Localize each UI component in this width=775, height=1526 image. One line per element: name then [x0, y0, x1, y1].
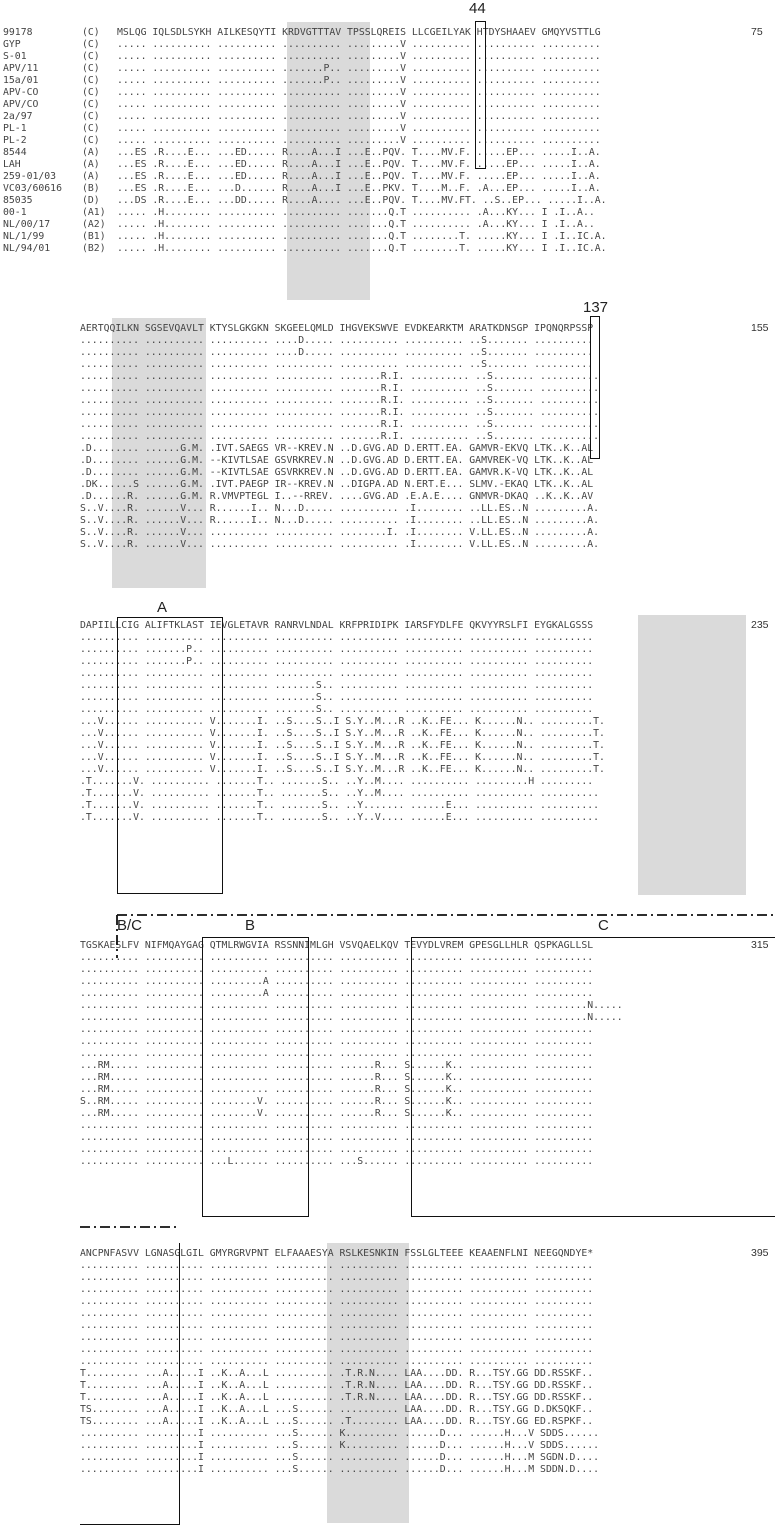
sequence-row: .......... .......... .......... .......... .......... .......... .......... .......... — [80, 1024, 594, 1035]
subgroup-label: (B1) — [82, 231, 106, 242]
sequence-row: T......... ...A.....I ..K..A...L .......... .T.R.N.... LAA....DD. R...TSY.GG DD.RSSKF.. — [80, 1380, 594, 1391]
sequence-row: .......... .......... .......... .......... .......... .......... .......... .........N..... — [80, 1000, 623, 1011]
sequence-row: .......... .......... .......... .......... .......R.I. .......... ..S....... .......... — [80, 383, 600, 394]
sequence-row: .......... .......... .......... .......... .......... .......... .......... .......... — [80, 1144, 594, 1155]
sequence-row: ...ES .R....E... ...D...... R....A...I ...E..PKV. T....M..F. .A...EP... .....I..A. — [117, 183, 601, 194]
isolate-name: PL-2 — [3, 135, 27, 146]
region-a-label: A — [157, 599, 168, 616]
sequence-row: .......... .........I .......... ...S...... K......... ......D... ......H...V SDDS...... — [80, 1440, 600, 1451]
block-end-position: 315 — [751, 939, 769, 951]
isolate-name: 15a/01 — [3, 75, 39, 86]
sequence-row: .......... .......... .......... .......... .......... .......... .......... .......... — [80, 1036, 594, 1047]
sequence-row: TS........ ...A.....I ..K..A...L ...S...... .......... LAA....DD. R...TSY.GG D.DKSQKF.. — [80, 1404, 594, 1415]
subgroup-label: (A) — [82, 171, 100, 182]
sequence-row: .......... .......... .......... .......... .......... .......... .......... .......... — [80, 1132, 594, 1143]
sequence-row: AERTQQILKN SGSEVQAVLT KTYSLGKGKN SKGEELQMLD IHGVEKSWVE EVDKEARKTM ARATKDNSGP IPQNQRPSSP — [80, 323, 594, 334]
sequence-row: .......... .......... .......... .......... .......... .......... .......... .......... — [80, 1048, 594, 1059]
sequence-row: .......... .......... .......... .......... .......R.I. .......... ..S....... .......... — [80, 395, 600, 406]
sequence-row: .......... .......... .......... ....D..... .......... .......... ..S....... .......... — [80, 347, 594, 358]
subgroup-label: (C) — [82, 39, 100, 50]
isolate-name: 259-01/03 — [3, 171, 57, 182]
sequence-row: S..V....R. ......V... R......I.. N...D..... .......... .I........ ..LL.ES..N .........A. — [80, 503, 600, 514]
sequence-row: ..... .H........ .......... .......... .......Q.T ........T. .....KY... I .I..IC.A. — [117, 243, 607, 254]
sequence-row: ..... .......... .......... .......P.. .........V .......... .......... .......... — [117, 63, 601, 74]
isolate-name: S-01 — [3, 51, 27, 62]
isolate-name: 00-1 — [3, 207, 27, 218]
isolate-name: 85035 — [3, 195, 33, 206]
sequence-row: ...DS .R....E... ...DD..... R....A.... ...E..PQV. T....MV.FT. ..S..EP... .....I..A. — [117, 195, 607, 206]
sequence-row: TGSKAESLFV NIFMQAYGAG QTMLRWGVIA RSSNNIMLGH VSVQAELKQV TEVYDLVREM GPESGLLHLR QSPKAGLLSL — [80, 940, 594, 951]
sequence-row: .......... .......... .......... .......... .......R.I. .......... ..S....... .......... — [80, 431, 600, 442]
sequence-row: ..... .H........ .......... .......... .......Q.T ........T. .....KY... I .I..IC.A. — [117, 231, 607, 242]
subgroup-label: (C) — [82, 51, 100, 62]
sequence-row: .......... .......... .......... .......... .......... .......... .......... .......... — [80, 1320, 594, 1331]
sequence-row: MSLQG IQLSDLSYKH AILKESQYTI KRDVGTTTAV TPSSLQREIS LLCGEILYAK HTDYSHAAEV GMQYVSTTLG — [117, 27, 601, 38]
subgroup-label: (A) — [82, 159, 100, 170]
sequence-row: ANCPNFASVV LGNASGLGIL GMYRGRVPNT ELFAAAESYA RSLKESNKIN FSSLGLTEEE KEAAENFLNI NEEGQNDYE* — [80, 1248, 594, 1259]
sequence-row: .......... .......... .......... ....D..... .......... .......... ..S....... .......... — [80, 335, 594, 346]
sequence-row: .......... .......... .......... .......... .......... .......... .......... .......... — [80, 668, 594, 679]
sequence-row: ...ES .R....E... ...ED..... R....A...I ...E..PQV. T....MV.F. .....EP... .....I..A. — [117, 147, 601, 158]
subgroup-label: (C) — [82, 87, 100, 98]
sequence-row: ..... .H........ .......... .......... .......Q.T .......... .A...KY... I .I..A.. — [117, 207, 595, 218]
sequence-row: .......... .......... .......... .......S.. .......... .......... .......... .......... — [80, 692, 594, 703]
isolate-name: NL/94/01 — [3, 243, 51, 254]
sequence-row: T......... ...A.....I ..K..A...L .......... .T.R.N.... LAA....DD. R...TSY.GG DD.RSSKF.. — [80, 1392, 594, 1403]
region-c-label: C — [598, 917, 609, 934]
subgroup-label: (B2) — [82, 243, 106, 254]
sequence-row: .......... .......... .......... .......... .......... .......... .......... .......... — [80, 1284, 594, 1295]
sequence-row: ...V...... .......... V.......I. ..S....S..I S.Y..M...R ..K..FE... K......N.. .........T. — [80, 764, 605, 775]
sequence-row: .......... .......... .......... .......... .......R.I. .......... ..S....... .......... — [80, 407, 600, 418]
sequence-row: .......... .......... ...L...... .......... ...S...... .......... .......... .......... — [80, 1156, 594, 1167]
sequence-row: .......... .......... .......... .......... .......... .......... .......... .........N..... — [80, 1012, 623, 1023]
sequence-row: ...RM..... .......... .......... .......... ......R... S......K.. .......... .......... — [80, 1084, 594, 1095]
sequence-row: TS........ ...A.....I ..K..A...L ...S...... .T........ LAA....DD. R...TSY.GG ED.RSPKF.. — [80, 1416, 594, 1427]
isolate-name: VC03/60616 — [3, 183, 62, 194]
sequence-row: S..V....R. ......V... R......I.. N...D..... .......... .I........ ..LL.ES..N .........A. — [80, 515, 600, 526]
sequence-row: ..... .......... .......... .......... .........V .......... .......... .......... — [117, 135, 601, 146]
sequence-row: .......... .......... .......... .......S.. .......... .......... .......... .......... — [80, 704, 594, 715]
sequence-row: ..... .......... .......... .......... .........V .......... .......... .......... — [117, 99, 601, 110]
sequence-row: ...ES .R....E... ...ED..... R....A...I ...E..PQV. T....MV.F. .....EP... .....I..A. — [117, 159, 601, 170]
sequence-row: .......... .........I .......... ...S...... K......... ......D... ......H...V SDDS...... — [80, 1428, 600, 1439]
sequence-row: .D......R. ......G.M. R.VMVPTEGL I..--RREV. ....GVG.AD .E.A.E.... GNMVR-DKAQ ..K..K..AV — [80, 491, 594, 502]
isolate-name: APV-CO — [3, 87, 39, 98]
position-137-label: 137 — [583, 299, 609, 316]
subgroup-label: (C) — [82, 63, 100, 74]
position-44-label: 44 — [469, 0, 486, 17]
subgroup-label: (C) — [82, 123, 100, 134]
subgroup-label: (C) — [82, 135, 100, 146]
sequence-row: .T.......V. .......... .......T.. .......S.. ..Y..M.... .......... .........H ......... — [80, 776, 594, 787]
isolate-name: APV/11 — [3, 63, 39, 74]
sequence-row: ..... .H........ .......... .......... .......Q.T .......... .A...KY... I .I..A.. — [117, 219, 595, 230]
sequence-row: .D........ ......G.M. .IVT.SAEGS VR--KREV.N ..D.GVG.AD D.ERTT.EA. GAMVR-EKVQ LTK..K..AL — [80, 443, 594, 454]
sequence-row: .T.......V. .......... .......T.. .......S.. ..Y....... ......E... .......... .......... — [80, 800, 600, 811]
sequence-row: .......... .......... .......... .......... .......... .......... .......... .......... — [80, 1296, 594, 1307]
block-end-position: 155 — [751, 322, 769, 334]
sequence-row: .......... .......... .......... .......... .......R.I. .......... ..S....... .......... — [80, 419, 600, 430]
block-end-position: 75 — [751, 26, 763, 38]
sequence-row: ...V...... .......... V.......I. ..S....S..I S.Y..M...R ..K..FE... K......N.. .........T. — [80, 752, 605, 763]
subgroup-label: (A) — [82, 147, 100, 158]
isolate-name: GYP — [3, 39, 21, 50]
subgroup-label: (A2) — [82, 219, 106, 230]
sequence-row: .......... .........I .......... ...S...... .......... ......D... ......H...M SGDN.D.... — [80, 1452, 600, 1463]
sequence-row: .D........ ......G.M. --KIVTLSAE GSVRKREV.N ..D.GVG.AD D.ERTT.EA. GAMVR.K-VQ LTK..K..AL — [80, 467, 594, 478]
sequence-row: S..V....R. ......V... .......... .......... ........I. .I........ V.LL.ES..N .........A. — [80, 527, 600, 538]
sequence-row: .......... .......... .......... .......... .......R.I. .......... ..S....... .......... — [80, 371, 600, 382]
sequence-row: .T.......V. .......... .......T.. .......S.. ..Y..V.... ......E... .......... .......... — [80, 812, 600, 823]
subgroup-label: (B) — [82, 183, 100, 194]
sequence-row: .......... .......... .......... .......... .......... .......... .......... .......... — [80, 632, 594, 643]
region-bc-label: B/C — [117, 917, 143, 934]
sequence-row: .......... .......... .......... .......... .......... .......... .......... .......... — [80, 952, 594, 963]
sequence-row: ...V...... .......... V.......I. ..S....S..I S.Y..M...R ..K..FE... K......N.. .........T. — [80, 740, 605, 751]
sequence-row: .......... .......... .......... .......... .......... .......... ..S....... .......... — [80, 359, 594, 370]
sequence-row: .......... .......P.. .......... .......... .......... .......... .......... .......... — [80, 656, 594, 667]
sequence-row: T......... ...A.....I ..K..A...L .......... .T.R.N.... LAA....DD. R...TSY.GG DD.RSSKF.. — [80, 1368, 594, 1379]
subgroup-label: (C) — [82, 27, 100, 38]
isolate-name: 8544 — [3, 147, 27, 158]
subgroup-label: (C) — [82, 75, 100, 86]
sequence-row: .......... .......... .......... .......... .......... .......... .......... .......... — [80, 1356, 594, 1367]
isolate-name: LAH — [3, 159, 21, 170]
sequence-row: .......... .......... .......... .......... .......... .......... .......... .......... — [80, 964, 594, 975]
sequence-row: .......... .......... .......... .......S.. .......... .......... .......... .......... — [80, 680, 594, 691]
sequence-row: ...V...... .......... V.......I. ..S....S..I S.Y..M...R ..K..FE... K......N.. .........T. — [80, 716, 605, 727]
subgroup-label: (D) — [82, 195, 100, 206]
isolate-name: PL-1 — [3, 123, 27, 134]
region-b-label: B — [245, 917, 256, 934]
sequence-row: .......... .........I .......... ...S...... .......... ......D... ......H...M SDDN.D.... — [80, 1464, 600, 1475]
subgroup-label: (A1) — [82, 207, 106, 218]
sequence-row: .T.......V. .......... .......T.. .......S.. ..Y..M.... .......... .......... .......... — [80, 788, 600, 799]
sequence-row: ...RM..... .......... ........V. .......... ......R... S......K.. .......... .......... — [80, 1108, 594, 1119]
sequence-row: .D........ ......G.M. --KIVTLSAE GSVRKREV.N ..D.GVG.AD D.ERTT.EA. GAMVREK-VQ LTK..K..AL — [80, 455, 594, 466]
isolate-name: NL/00/17 — [3, 219, 51, 230]
sequence-row: ..... .......... .......... .......... .........V .......... .......... .......... — [117, 51, 601, 62]
block-end-position: 395 — [751, 1247, 769, 1259]
block-end-position: 235 — [751, 619, 769, 631]
sequence-row: DAPIILLCIG ALIFTKLAST IEVGLETAVR RANRVLNDAL KRFPRIDIPK IARSFYDLFE QKVYYRSLFI EYGKALGSSS — [80, 620, 594, 631]
sequence-row: .......... .......... .......... .......... .......... .......... .......... .......... — [80, 1260, 594, 1271]
sequence-row: ..... .......... .......... .......... .........V .......... .......... .......... — [117, 123, 601, 134]
sequence-row: .......... .......... .......... .......... .......... .......... .......... .......... — [80, 1308, 594, 1319]
sequence-row: S..RM..... .......... ........V. .......... ......R... S......K.. .......... .......... — [80, 1096, 594, 1107]
sequence-row: ..... .......... .......... .......P.. .........V .......... .......... .......... — [117, 75, 601, 86]
sequence-row: S..V....R. ......V... .......... .......... .......... .I........ V.LL.ES..N .........A. — [80, 539, 600, 550]
isolate-name: 2a/97 — [3, 111, 33, 122]
sequence-row: ..... .......... .......... .......... .........V .......... .......... .......... — [117, 87, 601, 98]
sequence-row: ...ES .R....E... ...ED..... R....A...I ...E..PQV. T....MV.F. .....EP... .....I..A. — [117, 171, 601, 182]
sequence-row: .......... .......... .......... .......... .......... .......... .......... .......... — [80, 1272, 594, 1283]
isolate-name: 99178 — [3, 27, 33, 38]
sequence-row: .......... .......... .......... .......... .......... .......... .......... .......... — [80, 1332, 594, 1343]
sequence-row: .......... .......... .......... .......... .......... .......... .......... .......... — [80, 1344, 594, 1355]
sequence-row: .......... .......... .......... .......... .......... .......... .......... .......... — [80, 1120, 594, 1131]
subgroup-label: (C) — [82, 99, 100, 110]
sequence-row: .......... .......P.. .......... .......... .......... .......... .......... .......... — [80, 644, 594, 655]
subgroup-label: (C) — [82, 111, 100, 122]
sequence-row: ..... .......... .......... .......... .........V .......... .......... .......... — [117, 39, 601, 50]
sequence-row: .......... .......... .........A .......... .......... .......... .......... .......... — [80, 988, 594, 999]
sequence-row: ...V...... .......... V.......I. ..S....S..I S.Y..M...R ..K..FE... K......N.. .........T. — [80, 728, 605, 739]
sequence-row: ...RM..... .......... .......... .......... ......R... S......K.. .......... .......... — [80, 1072, 594, 1083]
isolate-name: NL/1/99 — [3, 231, 45, 242]
sequence-row: ..... .......... .......... .......... .........V .......... .......... .......... — [117, 111, 601, 122]
sequence-row: .DK......S ......G.M. .IVT.PAEGP IR--KREV.N ..DIGPA.AD N.ERT.E... SLMV.-EKAQ LTK..K..AL — [80, 479, 594, 490]
isolate-name: APV/CO — [3, 99, 39, 110]
sequence-row: .......... .......... .........A .......... .......... .......... .......... .......... — [80, 976, 594, 987]
sequence-row: ...RM..... .......... .......... .......... ......R... S......K.. .......... .......... — [80, 1060, 594, 1071]
